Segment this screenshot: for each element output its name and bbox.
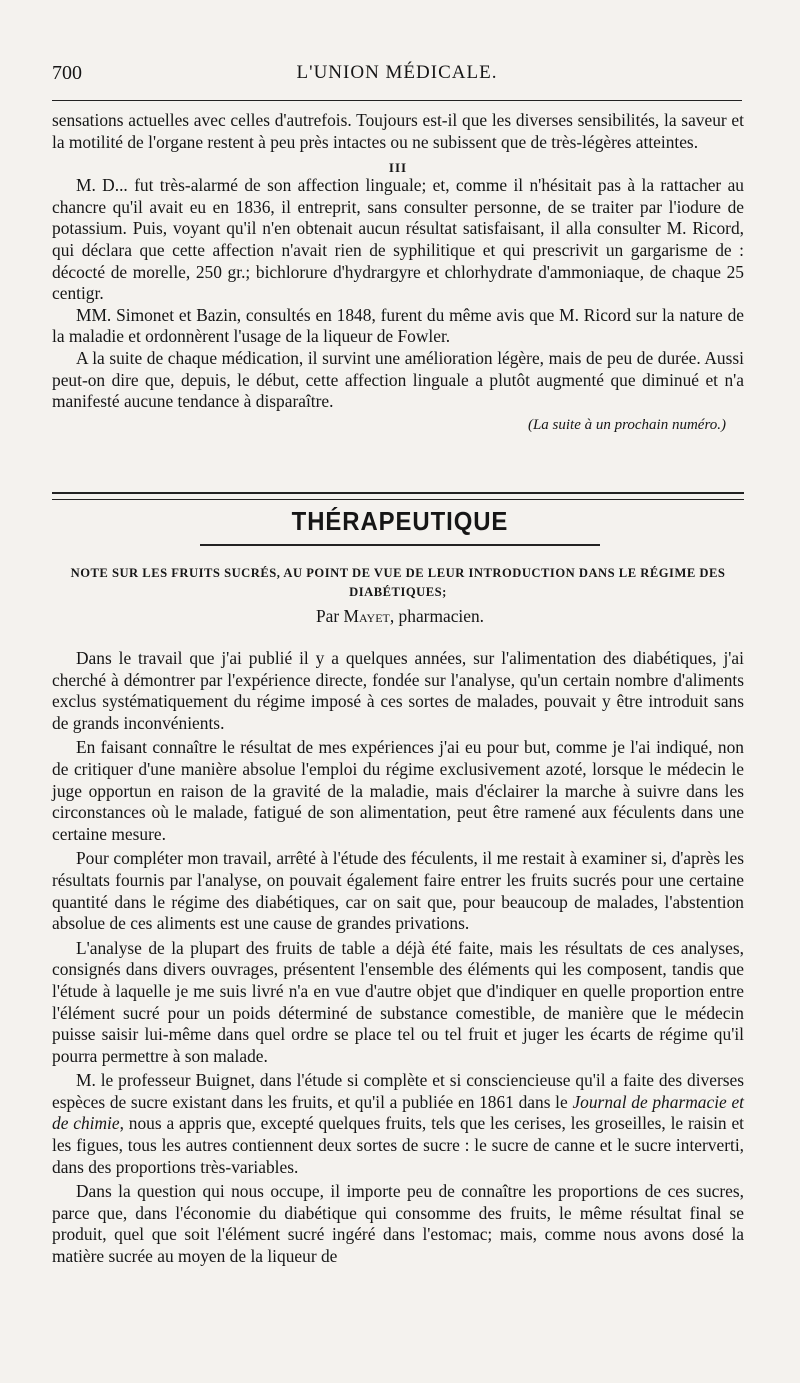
article-heading: NOTE SUR LES FRUITS SUCRÉS, AU POINT DE VUE DE LEUR INTRODUCTION DANS LE RÉGIME DES DIABÉTIQUES; xyxy=(70,566,726,599)
header-rule xyxy=(52,100,742,101)
article-paragraph: En faisant connaître le résultat de mes expériences j'ai eu pour but, comme je l'ai indiqué, non de critiquer d'une manière absolue l'emploi du régime exclusivement azoté, lorsque le médecin le juge opportun en raison de la gravité de la maladie, mais d'éclairer la marche à suivre dans les circonstances où le malade, fatigué de son alimentation, peut être ramené aux féculents dans une certaine mesure. xyxy=(52,737,744,844)
to-be-continued-note: (La suite à un prochain numéro.) xyxy=(527,416,726,433)
article-paragraph: Pour compléter mon travail, arrêté à l'étude des féculents, il me restait à examiner si, d'après les résultats fournis par l'analyse, on pouvait également faire entrer les fruits sucrés pour une certaine quantité dans le régime des diabétiques, car on sait que, pour beaucoup de malades, l'abstention absolue de ces aliments est une cause de grandes privations. xyxy=(52,848,744,934)
author-name: Mayet xyxy=(343,606,390,626)
article-paragraph: M. le professeur Buignet, dans l'étude si complète et si consciencieuse qu'il a faite des diverses espèces de sucre existant dans les fruits, et qu'il a publiée en 1861 dans le Journal de pharmacie et de chimie, nous a appris que, excepté quelques fruits, tels que les cerises, les groseilles, le raisin et les figues, tous les autres contiennent deux sortes de sucre : le sucre de canne et le sucre interverti, dans des proportions très-variables. xyxy=(52,1070,744,1177)
continuation-paragraph: M. D... fut très-alarmé de son affection linguale; et, comme il n'hésitait pas à la rattacher au chancre qu'il avait eu en 1836, il entreprit, sans consulter personne, de se traiter par l'iodure de potassium. Puis, voyant qu'il n'en obtenait aucun résultat satisfaisant, il alla consulter M. Ricord, qui déclara que cette affection n'avait rien de syphilitique et qui prescrivit un gargarisme de : décocté de morelle, 250 gr.; bichlorure d'hydrargyre et chlorhydrate d'ammoniaque, de chaque 25 centigr. xyxy=(52,175,744,304)
page-header xyxy=(52,58,742,88)
continued-article xyxy=(52,110,744,436)
byline: Par Mayet, pharmacien. xyxy=(315,606,485,626)
continuation-paragraph: MM. Simonet et Bazin, consultés en 1848, furent du même avis que M. Ricord sur la nature de la maladie et ordonnèrent l'usage de la liqueur de Fowler. xyxy=(52,304,744,347)
article-body xyxy=(52,648,744,1271)
article-paragraph: L'analyse de la plupart des fruits de table a déjà été faite, mais les résultats de ces analyses, consignés dans divers ouvrages, présentent l'ensemble des éléments qui les composent, tandis que l'étude à laquelle je me suis livré n'a en vue d'autre objet que d'indiquer en quelle proportion entre l'élément sucré pour un poids déterminé de substance comestible, de manière que le médecin puisse saisir lui-même dans quel ordre se place tel ou tel fruit et juger les écarts de régime qu'il pourra permettre à son malade. xyxy=(52,937,744,1066)
article-paragraph: Dans la question qui nous occupe, il importe peu de connaître les proportions de ces sucres, parce que, dans l'économie du diabétique qui consomme des fruits, le même résultat final se produit, quel que soit l'élément sucré ingéré dans l'estomac; mais, comme nous avons dosé la matière sucrée au moyen de la liqueur de xyxy=(52,1181,744,1267)
article-paragraph: Dans le travail que j'ai publié il y a quelques années, sur l'alimentation des diabétiques, j'ai cherché à démontrer par l'expérience directe, fondée sur l'analyse, qu'un certain nombre d'aliments exclus systématiquement du régime imposé à ces sortes de malades, pouvait y être introduit sans de grands inconvénients. xyxy=(52,648,744,733)
title-underline xyxy=(200,544,600,546)
journal-citation: Journal de pharmacie et de chimie xyxy=(52,1091,744,1134)
section-title: THÉRAPEUTIQUE xyxy=(291,506,509,536)
journal-title: L'UNION MÉDICALE. xyxy=(296,62,498,83)
section-number: III xyxy=(388,160,408,176)
continuation-paragraph: sensations actuelles avec celles d'autrefois. Toujours est-il que les diverses sensibilités, la saveur et la motilité de l'organe restent à peu près intactes ou ne subissent que de très-légères atteintes. xyxy=(52,110,744,152)
page-number: 700 xyxy=(52,62,82,84)
continuation-paragraph: A la suite de chaque médication, il survint une amélioration légère, mais de peu de durée. Aussi peut-on dire que, depuis, le début, cette affection linguale a plutôt augmenté que diminué et n'a manifesté aucune tendance à disparaître. xyxy=(52,347,744,412)
section-divider xyxy=(52,492,744,500)
